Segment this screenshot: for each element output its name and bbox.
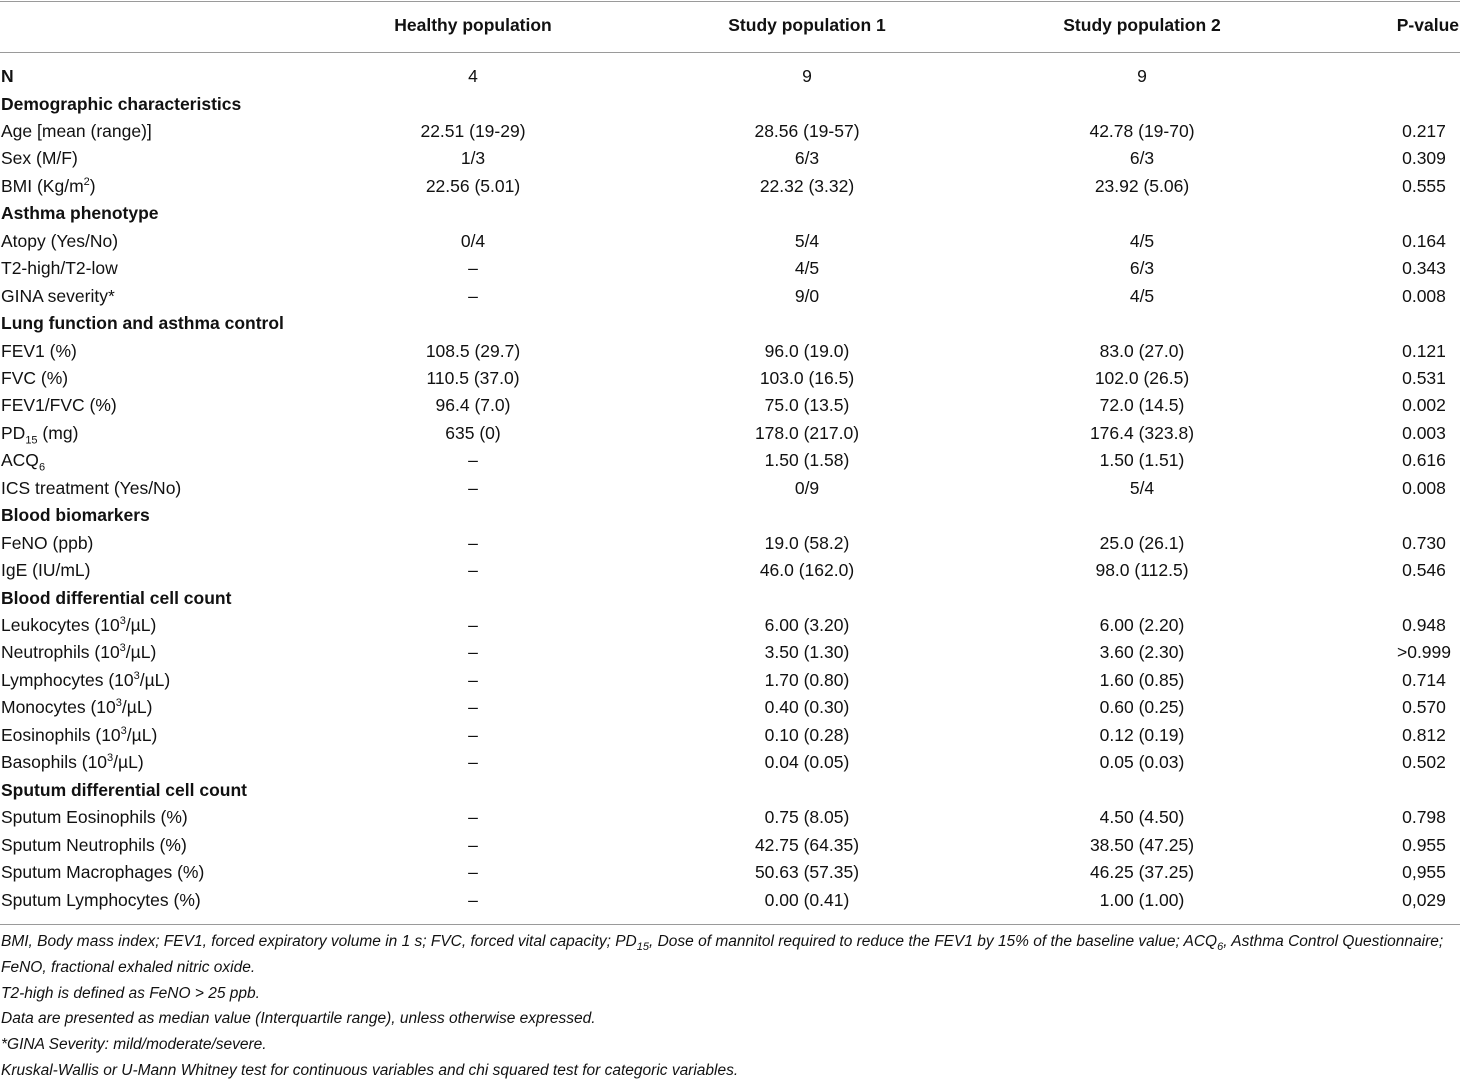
row-label: Sputum Eosinophils (%) (1, 807, 188, 828)
cell-p-value: 0,955 (1402, 862, 1446, 882)
table-row (0, 639, 1460, 666)
cell-study-1: 6.00 (3.20) (764, 615, 850, 635)
row-label: Eosinophils $(10^3/\mu L)$ (1, 724, 158, 745)
cell-p-value: 0.570 (1402, 697, 1446, 718)
cell-study-2: 0.12 (0.19) (1099, 724, 1185, 745)
cell-study-2: 1.00 (1.00) (1099, 889, 1185, 910)
cell-study-1: 0/9 (794, 477, 820, 498)
cell-p-value: 0.217 (1402, 120, 1446, 141)
table-row (0, 447, 1460, 474)
cell-healthy: – (468, 724, 478, 745)
cell-healthy: 110.5 (37.0) (426, 367, 520, 388)
cell-p-value: 0.955 (1402, 834, 1446, 855)
cell-p-value: 0.121 (1402, 340, 1446, 361)
table-bottom-rule (0, 924, 1460, 925)
cell-study-1: 1.50 (1.58) (764, 450, 850, 471)
cell-study-1: 6/3 (794, 148, 820, 169)
footnote-gina: *GINA Severity: mild/moderate/severe. (1, 1036, 267, 1054)
cell-p-value: 0.531 (1402, 367, 1446, 388)
header-rule (0, 52, 1460, 53)
section-title: Demographic characteristics (1, 93, 242, 114)
cell-study-2: 6/3 (1129, 258, 1155, 279)
row-label: Sputum Neutrophils (%) (1, 834, 187, 855)
cell-study-2: 23.92 (5.06) (1094, 175, 1190, 196)
table-header-row (0, 12, 1460, 39)
section-title: Blood differential cell count (1, 587, 232, 608)
cell-study-1: 0.40 (0.30) (764, 697, 850, 718)
cell-p-value: 0.616 (1402, 450, 1446, 471)
cell-study-1: 22.32 (3.32) (759, 175, 855, 196)
cell-study-2: 4.50 (4.50) (1099, 807, 1185, 828)
table-row (0, 338, 1460, 365)
cell-p-value: 0.546 (1402, 560, 1446, 581)
section-header-row (0, 91, 1460, 118)
table-row (0, 749, 1460, 776)
row-label: IgE (IU/mL) (1, 560, 91, 581)
cell-healthy: – (468, 834, 478, 855)
section-header-row (0, 502, 1460, 529)
cell-study-1: 0.10 (0.28) (764, 724, 850, 745)
cell-healthy: – (468, 669, 478, 690)
row-label: GINA severity* (1, 285, 115, 306)
cell-p-value: 0.714 (1402, 669, 1446, 690)
cell-healthy: – (468, 807, 478, 828)
row-label: Atopy (Yes/No) (1, 230, 119, 251)
cell-p-value: 0.502 (1402, 752, 1446, 773)
table-row (0, 530, 1460, 557)
cell-study-2: 0.05 (0.03) (1099, 752, 1185, 773)
cell-study-2: 42.78 (19-70) (1089, 120, 1195, 141)
table-row (0, 722, 1460, 749)
section-header-row (0, 585, 1460, 612)
cell-p-value: 0.812 (1402, 724, 1446, 745)
cell-study-1: 0.04 (0.05) (764, 752, 850, 773)
cell-study-2: 83.0 (27.0) (1099, 340, 1185, 361)
cell-p-value: 0.309 (1402, 148, 1446, 169)
cell-study-2: 4/5 (1129, 285, 1155, 306)
row-label: Sex (M/F) (1, 148, 78, 169)
cell-healthy: 4 (468, 66, 478, 86)
footnote-t2-high: T2-high is defined as FeNO > 25 ppb. (1, 984, 260, 1002)
section-title: Sputum differential cell count (1, 779, 247, 800)
cell-healthy: – (468, 560, 478, 581)
cell-study-1: 178.0 (217.0) (754, 422, 860, 443)
table-row (0, 63, 1460, 90)
row-label: Age [mean (range)] (1, 120, 152, 141)
table-footnotes (1, 929, 1459, 1084)
cell-healthy: 22.56 (5.01) (425, 175, 521, 196)
cell-p-value: 0.343 (1402, 258, 1446, 279)
cell-study-2: 9 (1137, 66, 1147, 86)
row-label: T2-high/T2-low (1, 258, 118, 279)
cell-study-2: 3.60 (2.30) (1099, 642, 1185, 663)
cell-healthy: 22.51 (19-29) (420, 120, 526, 141)
table-row (0, 804, 1460, 831)
cell-study-2: 176.4 (323.8) (1089, 422, 1195, 443)
cell-healthy: – (468, 642, 478, 663)
cell-study-2: 6/3 (1129, 148, 1155, 169)
cell-healthy: – (468, 258, 478, 279)
cell-study-1: 1.70 (0.80) (764, 669, 850, 690)
table-row (0, 475, 1460, 502)
cell-p-value: 0.164 (1402, 230, 1446, 251)
table-row (0, 832, 1460, 859)
section-header-row (0, 777, 1460, 804)
cell-p-value: 0.798 (1402, 807, 1446, 828)
table-row (0, 887, 1460, 914)
cell-study-1: 9/0 (794, 285, 820, 306)
table-row (0, 145, 1460, 172)
row-label: ICS treatment (Yes/No) (1, 477, 182, 498)
cell-healthy: 108.5 (29.7) (425, 340, 521, 361)
cell-healthy: – (468, 532, 478, 553)
cell-p-value: 0.002 (1402, 395, 1446, 416)
cell-healthy: 96.4 (7.0) (435, 395, 511, 416)
row-label: $PD_{15}$ (mg) (1, 422, 79, 447)
cell-study-1: 3.50 (1.30) (764, 642, 850, 663)
section-header-row (0, 200, 1460, 227)
cell-p-value: 0.008 (1402, 285, 1446, 306)
row-label: N (1, 66, 14, 86)
cell-study-1: 50.63 (57.35) (754, 862, 860, 882)
row-label: FEV1 (%) (1, 340, 77, 361)
footnote-tests: Kruskal-Wallis or U-Mann Whitney test for continuous variables and chi squared test for categoric variables. (1, 1061, 739, 1079)
cell-study-1: 75.0 (13.5) (764, 395, 850, 416)
cell-study-2: 1.60 (0.85) (1099, 669, 1185, 690)
table-row (0, 420, 1460, 447)
table-row (0, 557, 1460, 584)
cell-study-2: 98.0 (112.5) (1095, 560, 1189, 581)
section-title: Blood biomarkers (1, 505, 150, 526)
cell-study-2: 72.0 (14.5) (1099, 395, 1185, 416)
cell-p-value: >0.999 (1396, 642, 1452, 663)
row-label: FEV1/FVC (%) (1, 395, 117, 416)
cell-healthy: – (468, 285, 478, 306)
cell-healthy: – (468, 477, 478, 498)
row-label: BMI $(Kg/m^2)$ (1, 175, 96, 196)
row-label: Monocytes $(10^3/\mu L)$ (1, 697, 153, 718)
cell-p-value: 0.948 (1402, 615, 1446, 635)
table-top-rule (0, 1, 1460, 2)
cell-study-2: 0.60 (0.25) (1099, 697, 1185, 718)
cell-p-value: 0.555 (1402, 175, 1446, 196)
cell-study-2: 38.50 (47.25) (1089, 834, 1195, 855)
cell-study-2: 102.0 (26.5) (1094, 367, 1190, 388)
cell-study-2: 5/4 (1129, 477, 1155, 498)
table-row (0, 228, 1460, 255)
cell-study-1: 0.00 (0.41) (764, 889, 850, 910)
row-label: Leukocytes $(10^3/\mu L)$ (1, 615, 157, 635)
cell-healthy: 1/3 (460, 148, 486, 169)
table-row (0, 667, 1460, 694)
cell-study-1: 19.0 (58.2) (764, 532, 850, 553)
row-label: $ACQ_6$ (1, 450, 46, 474)
table-row (0, 859, 1460, 886)
cell-study-2: 4/5 (1129, 230, 1155, 251)
cell-healthy: – (468, 752, 478, 773)
row-label: Neutrophils $(10^3/\mu L)$ (1, 642, 157, 663)
section-header-row (0, 310, 1460, 337)
header-study-2: Study population 2 (1063, 15, 1221, 35)
row-label: Sputum Lymphocytes (%) (1, 889, 201, 910)
table-row (0, 255, 1460, 282)
cell-study-1: 96.0 (19.0) (764, 340, 850, 361)
cell-healthy: 635 (0) (445, 422, 501, 443)
cell-healthy: – (468, 450, 478, 471)
table-row (0, 694, 1460, 721)
cell-study-1: 0.75 (8.05) (764, 807, 850, 828)
header-p-value: P-value (1396, 15, 1459, 35)
cell-study-1: 4/5 (794, 258, 820, 279)
footnote-abbreviations: BMI, Body mass index; FEV1, forced expiratory volume in 1 s; FVC, forced vital capacity; $PD_{15}$, Dose of mannitol required to reduce the FEV1 by 15% of the baseline value; $ACQ_6$, Asthma Control Questionnaire; FeNO, fractional exhaled nitric oxide. (1, 933, 1444, 976)
cell-study-1: 46.0 (162.0) (759, 560, 855, 581)
cell-study-1: 5/4 (794, 230, 820, 251)
cell-healthy: – (468, 889, 478, 910)
cell-study-1: 103.0 (16.5) (759, 367, 855, 388)
row-label: Basophils $(10^3/\mu L)$ (1, 752, 144, 773)
cell-study-2: 46.25 (37.25) (1089, 862, 1195, 882)
table-row (0, 392, 1460, 419)
row-label: FVC (%) (1, 367, 69, 388)
table-row (0, 365, 1460, 392)
header-study-1: Study population 1 (728, 15, 886, 35)
cell-p-value: 0.003 (1402, 422, 1446, 443)
cell-p-value: 0.008 (1402, 477, 1446, 498)
cell-healthy: – (468, 862, 478, 882)
cell-study-1: 9 (802, 66, 812, 86)
section-title: Lung function and asthma control (1, 313, 284, 333)
cell-p-value: 0,029 (1402, 889, 1446, 910)
table-row (0, 612, 1460, 639)
cell-study-1: 42.75 (64.35) (754, 834, 860, 855)
cell-study-2: 25.0 (26.1) (1099, 532, 1185, 553)
cell-study-2: 1.50 (1.51) (1099, 450, 1185, 471)
footnote-data-presented: Data are presented as median value (Interquartile range), unless otherwise expressed. (1, 1010, 596, 1028)
table-row (0, 173, 1460, 200)
cell-p-value: 0.730 (1402, 532, 1446, 553)
cell-healthy: 0/4 (460, 230, 486, 251)
row-label: Lymphocytes $(10^3/\mu L)$ (1, 669, 171, 690)
cell-healthy: – (468, 697, 478, 718)
cell-study-2: 6.00 (2.20) (1099, 615, 1185, 635)
cell-study-1: 28.56 (19-57) (754, 120, 860, 141)
table-row (0, 118, 1460, 145)
header-healthy: Healthy population (394, 15, 552, 35)
table-row (0, 283, 1460, 310)
cell-healthy: – (468, 615, 478, 635)
row-label: FeNO (ppb) (1, 532, 94, 553)
row-label: Sputum Macrophages (%) (1, 862, 205, 882)
section-title: Asthma phenotype (1, 203, 159, 224)
